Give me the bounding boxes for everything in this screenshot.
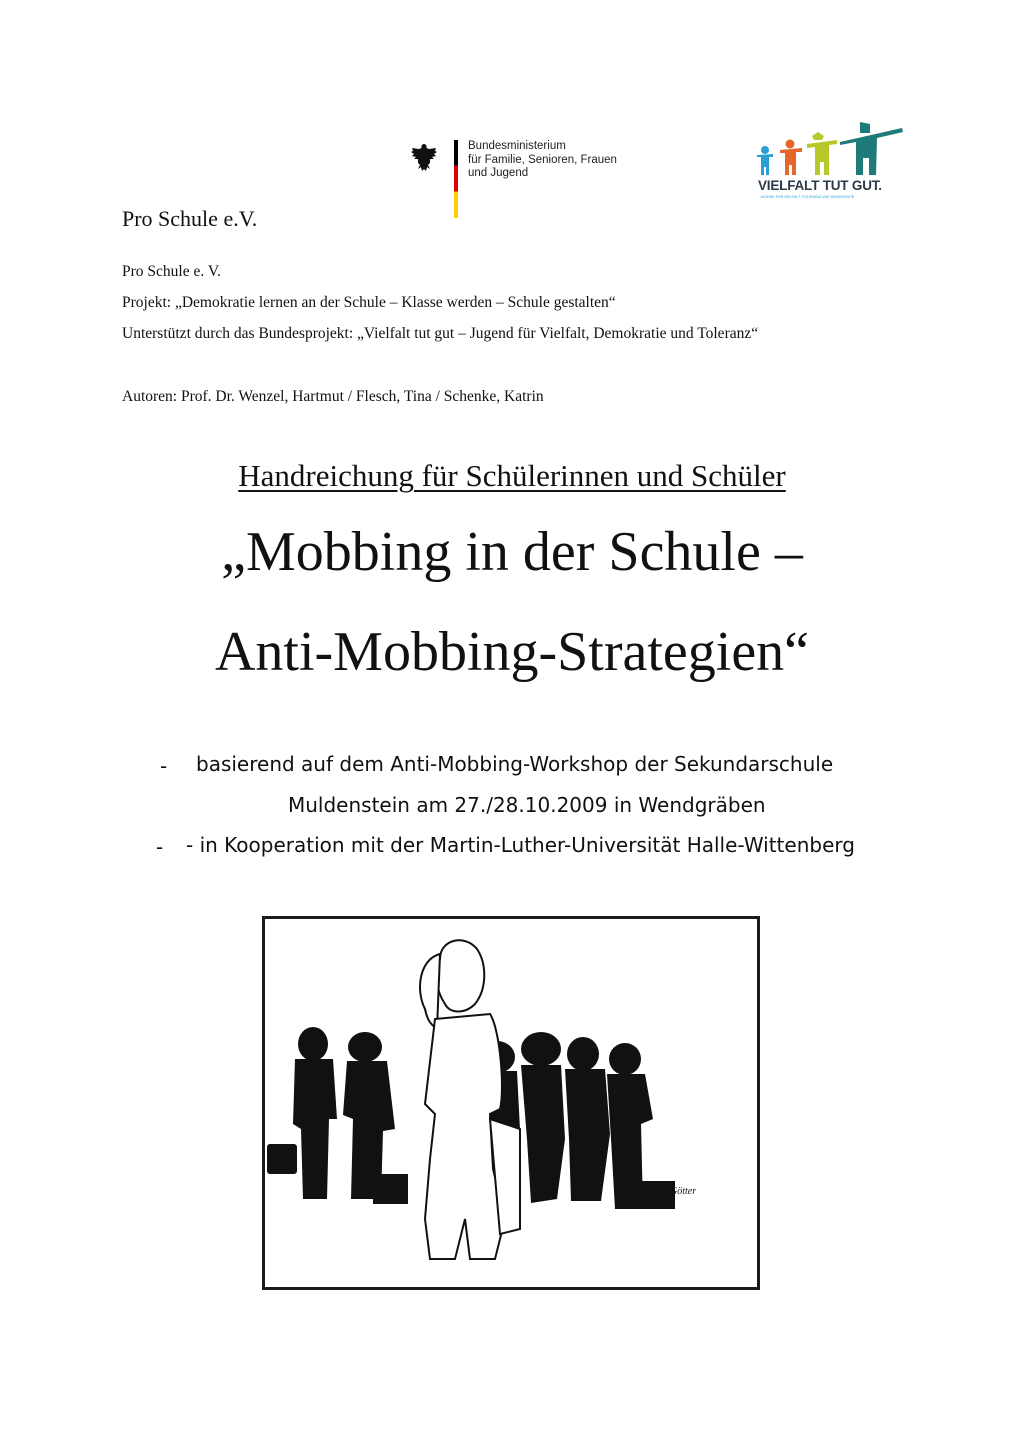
vielfalt-tut-gut-logo [752, 120, 912, 210]
ministry-logo [410, 140, 630, 220]
organization-name: Pro Schule e.V. [122, 206, 258, 231]
bullet-text-3: - in Kooperation mit der Martin-Luther-Universität Halle-Wittenberg [186, 833, 855, 857]
subtitle-text: Handreichung für Schülerinnen und Schüler [238, 458, 786, 493]
org-line: Pro Schule e. V. [122, 263, 221, 280]
federal-eagle-icon [410, 142, 438, 174]
document-subtitle [0, 458, 1024, 494]
ministry-line-1: Bundesministerium [468, 140, 566, 152]
support-line: Unterstützt durch das Bundesprojekt: „Vielfalt tut gut – Jugend für Vielfalt, Demokratie und Toleranz“ [122, 325, 759, 342]
ministry-name [468, 140, 617, 181]
ministry-line-2: für Familie, Senioren, Frauen [468, 153, 617, 166]
title-line-2: Anti-Mobbing-Strategien“ [214, 621, 810, 683]
bullet-dash-3: - [156, 835, 164, 859]
illustration-frame [262, 916, 760, 1290]
bullet-dash-1: - [160, 754, 168, 778]
authors-line: Autoren: Prof. Dr. Wenzel, Hartmut / Flesch, Tina / Schenke, Katrin [122, 388, 544, 405]
bullet-text-1: basierend auf dem Anti-Mobbing-Workshop der Sekundarschule [196, 752, 834, 776]
title-line-1: „Mobbing in der Schule – [221, 521, 803, 583]
people-figures-icon [752, 120, 912, 180]
artist-signature: Götter [670, 1186, 697, 1197]
program-logo-title: VIELFALT TUT GUT. [758, 178, 882, 193]
project-line: Projekt: „Demokratie lernen an der Schule – Klasse werden – Schule gestalten“ [122, 294, 616, 311]
bullet-text-2: Muldenstein am 27./28.10.2009 in Wendgräben [288, 793, 766, 817]
bullying-illustration [265, 919, 757, 1287]
ministry-line-3: und Jugend [468, 167, 529, 179]
program-logo-subtitle: JUGEND FÜR VIELFALT, TOLERANZ UND DEMOKRATIE [760, 195, 855, 199]
german-flag-bar [454, 140, 458, 218]
